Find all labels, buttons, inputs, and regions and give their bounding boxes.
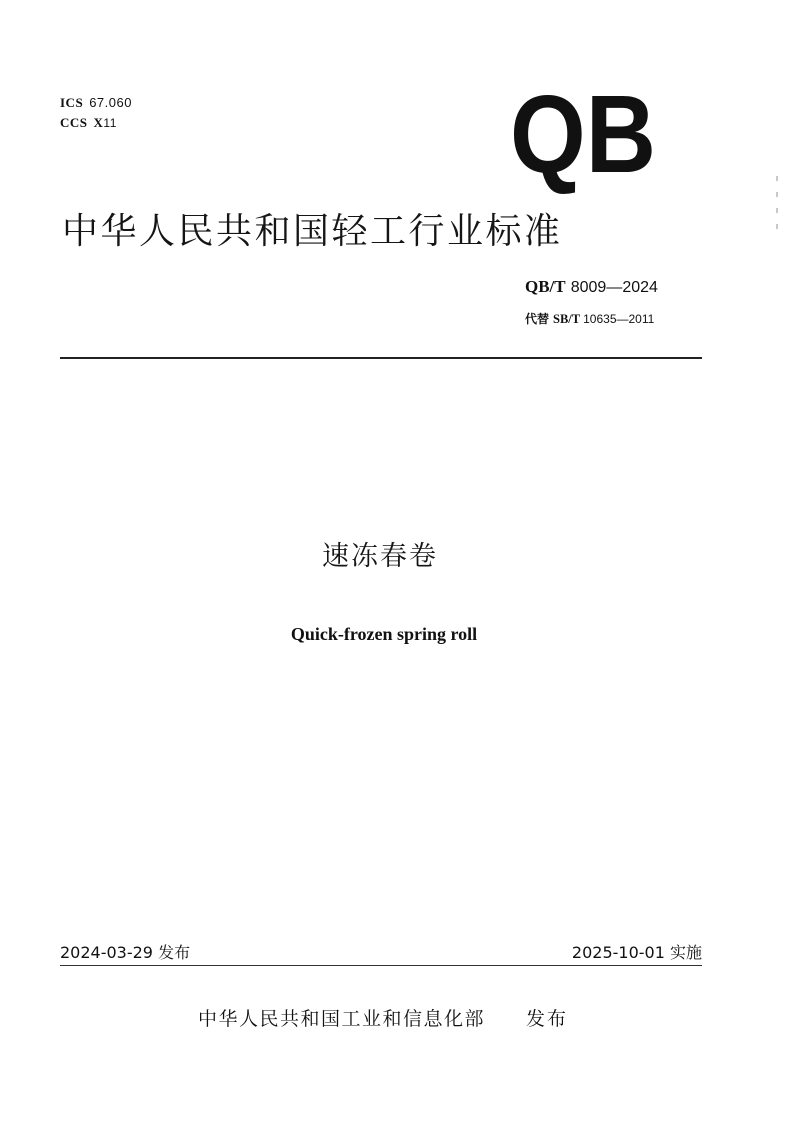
standard-code <box>525 277 658 297</box>
publish-action: 发布 <box>526 1008 569 1030</box>
ccs-label: CCS <box>60 115 88 130</box>
footer-divider <box>60 965 702 966</box>
document-title-chinese: 速冻春卷 <box>322 541 438 572</box>
replaces-label: 代替 <box>525 312 550 326</box>
scan-edge-mark <box>776 208 778 213</box>
ics-classification <box>60 95 132 111</box>
qb-logo-text: QB <box>510 73 656 196</box>
replaces-standard <box>525 310 654 327</box>
ccs-classification <box>60 115 117 131</box>
ccs-letter: X <box>93 115 104 130</box>
publisher-name: 中华人民共和国工业和信息化部 <box>198 1008 486 1030</box>
scan-edge-mark <box>776 176 778 181</box>
implementation-date: 2025-10-01 实施 <box>571 943 702 962</box>
ics-label: ICS <box>60 95 84 110</box>
qb-logo <box>508 73 658 196</box>
scan-edge-mark <box>776 192 778 197</box>
standard-code-prefix: QB/T <box>525 277 566 296</box>
standard-category-title: 中华人民共和国轻工行业标准 <box>62 211 563 252</box>
header-divider <box>60 357 702 359</box>
replaces-number: 10635—2011 <box>583 312 655 326</box>
ics-value: 67.060 <box>89 95 132 110</box>
issue-date: 2024-03-29 发布 <box>60 943 191 962</box>
ccs-number: 11 <box>103 116 117 130</box>
replaces-prefix: SB/T <box>553 312 581 326</box>
standard-code-number: 8009—2024 <box>570 279 658 296</box>
document-title-english: Quick-frozen spring roll <box>290 624 478 644</box>
scan-edge-mark <box>776 224 778 229</box>
